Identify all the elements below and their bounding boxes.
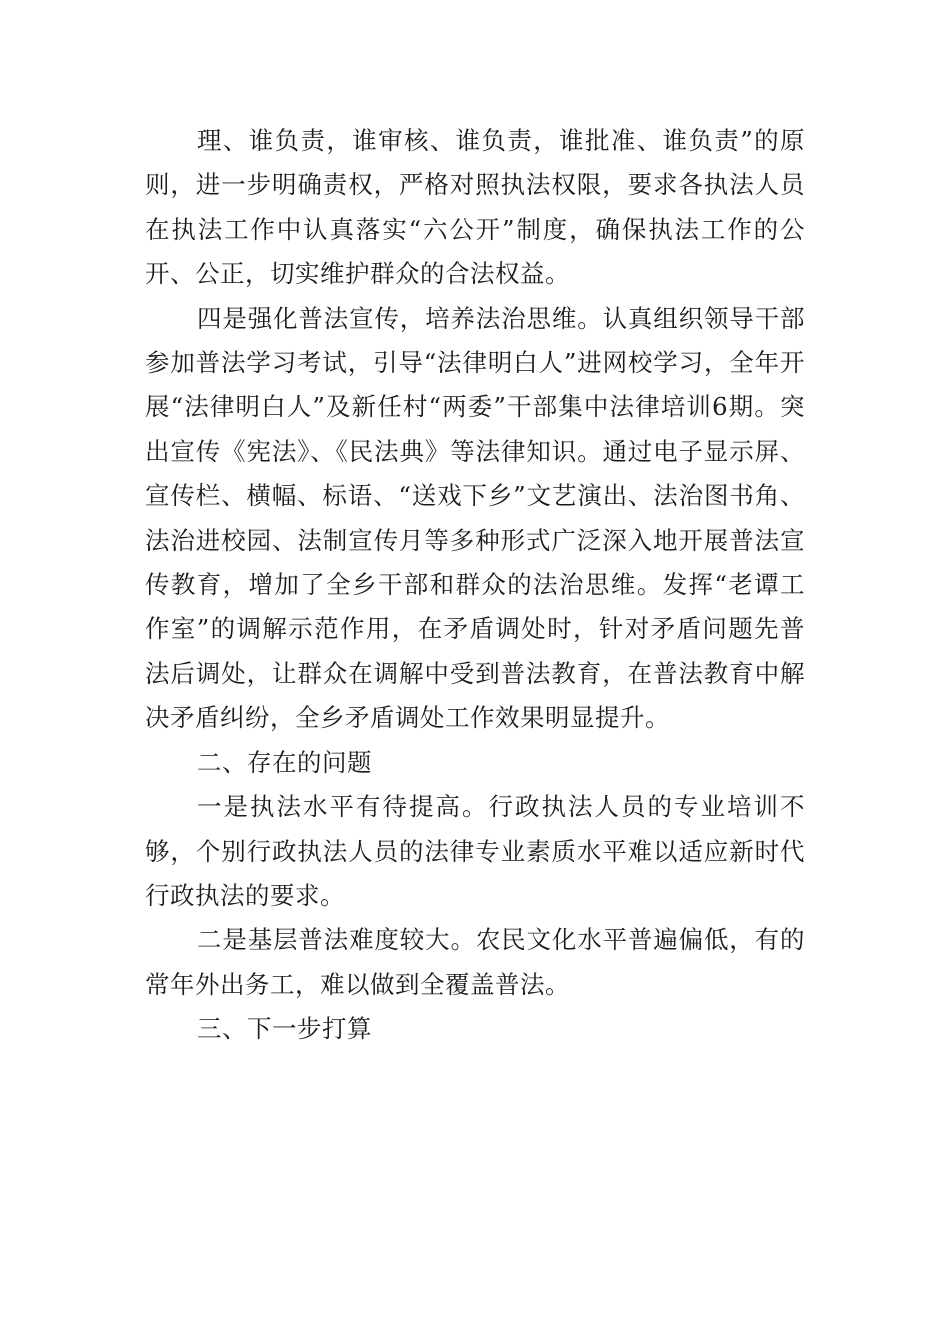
paragraph-continuation: 理、谁负责，谁审核、谁负责，谁批准、谁负责”的原则，进一步明确责权，严格对照执法权限，要求各执法人员在执法工作中认真落实“六公开”制度，确保执法工作的公开、公正，切实维护群众的合法权益。 [145,126,805,289]
document-body [145,119,805,1052]
paragraph-problem-one: 一是执法水平有待提高。行政执法人员的专业培训不够，个别行政执法人员的法律专业素质水平难以适应新时代行政执法的要求。 [145,792,805,910]
section-heading-problems: 二、存在的问题 [197,747,372,777]
paragraph-publicity: 四是强化普法宣传，培养法治思维。认真组织领导干部参加普法学习考试，引导“法律明白人”进网校学习，全年开展“法律明白人”及新任村“两委”干部集中法律培训6期。突出宣传《宪法》、《民法典》等法律知识。通过电子显示屏、宣传栏、横幅、标语、“送戏下乡”文艺演出、法治图书角、法治进校园、法制宣传月等多种形式广泛深入地开展普法宣传教育，增加了全乡干部和群众的法治思维。发挥“老谭工作室”的调解示范作用，在矛盾调处时，针对矛盾问题先普法后调处，让群众在调解中受到普法教育，在普法教育中解决矛盾纠纷，全乡矛盾调处工作效果明显提升。 [145,303,805,733]
section-heading-next-steps: 三、下一步打算 [197,1014,372,1044]
paragraph-problem-two: 二是基层普法难度较大。农民文化水平普遍偏低，有的常年外出务工，难以做到全覆盖普法。 [145,925,805,999]
